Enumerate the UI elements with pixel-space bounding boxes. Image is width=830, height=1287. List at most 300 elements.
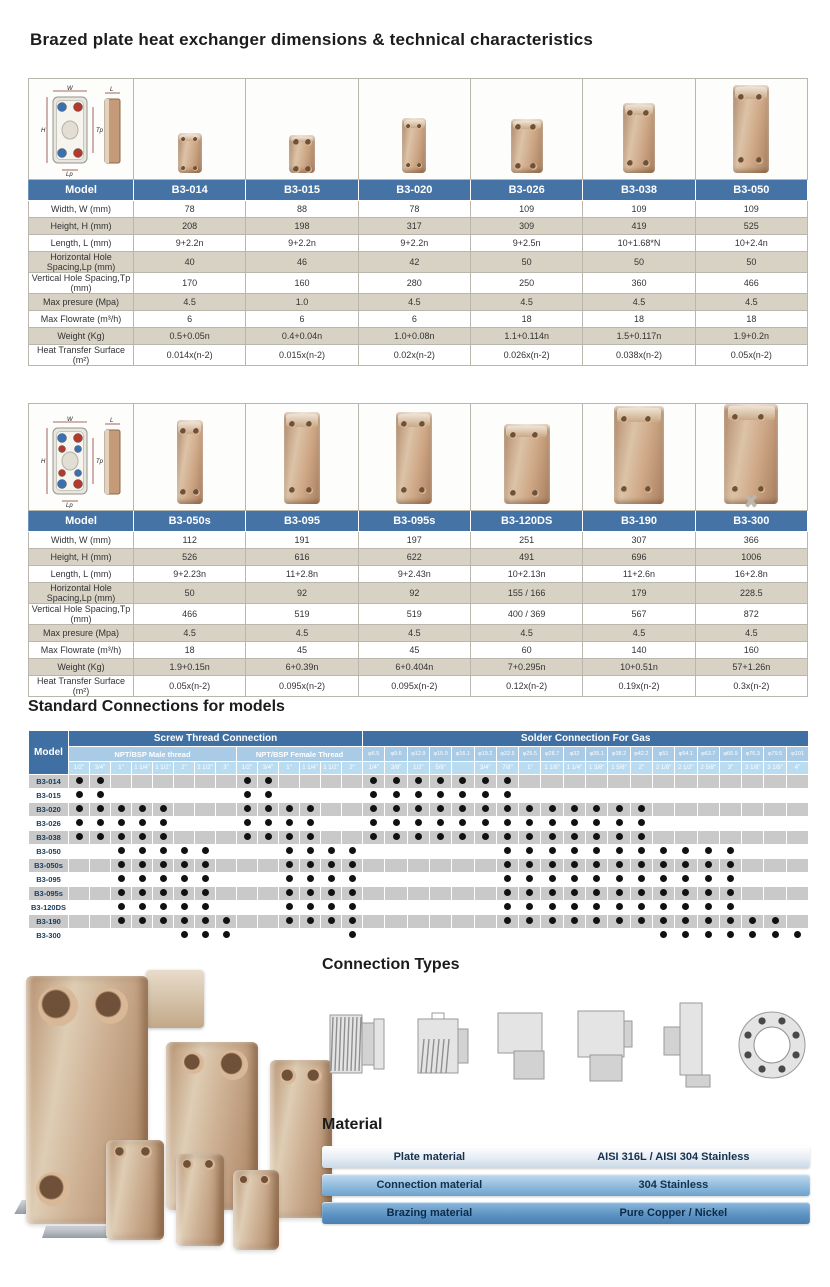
spec-value: 10+2.4n [695,235,807,252]
availability-dot [437,819,444,826]
solder-cell [608,859,630,873]
spec-value: 155 / 166 [470,583,582,604]
solder-cell [474,873,496,887]
availability-dot [549,847,556,854]
spec-value: 466 [134,604,246,625]
availability-dot [118,875,125,882]
svg-text:L: L [110,418,114,424]
availability-dot [727,861,734,868]
female-cell [342,887,363,901]
availability-dot [660,861,667,868]
solder-cell [586,873,608,887]
solder-cell [652,873,674,887]
availability-dot [482,833,489,840]
availability-dot [202,917,209,924]
female-size-label: 2" [342,762,363,775]
male-cell [69,873,90,887]
solder-cell [363,831,385,845]
spec-value: 9+2.2n [358,235,470,252]
solder-cell [541,859,563,873]
female-cell [258,775,279,789]
availability-dot [118,861,125,868]
availability-dot [244,819,251,826]
availability-dot [638,833,645,840]
port-hole [532,490,539,497]
heat-exchanger-photo [178,133,202,173]
spec-value: 4.5 [134,625,246,642]
availability-dot [244,833,251,840]
material-row-label: Brazing material [386,1207,473,1219]
female-cell [279,775,300,789]
spec-value: 250 [470,273,582,294]
availability-dot [526,819,533,826]
availability-dot [504,791,511,798]
solder-cell [452,901,474,915]
availability-dot [571,889,578,896]
solder-cell [652,887,674,901]
solder-cell [586,901,608,915]
male-cell [90,887,111,901]
availability-dot [160,805,167,812]
availability-dot [504,777,511,784]
spec-value: 0.05x(n-2) [134,676,246,697]
spec-value: 40 [134,252,246,273]
male-cell [195,789,216,803]
solder-cell [363,887,385,901]
spec-table-large-models [28,403,808,697]
solder-cell [586,803,608,817]
port-hole [180,489,187,496]
availability-dot [526,903,533,910]
spec-value: 6 [358,311,470,328]
female-cell [279,873,300,887]
solder-cell [786,915,808,929]
connection-row-model: B3-095s [29,887,69,901]
spec-row [29,583,808,604]
solder-size-label: 1" [519,762,541,775]
spec-value: 9+2.5n [470,235,582,252]
spec-row-label: Height, H (mm) [29,549,134,566]
solder-diameter-label: φ76.3 [742,747,764,762]
solder-cell [608,929,630,943]
female-cell [279,859,300,873]
solder-cell [519,873,541,887]
model-name-cell: B3-050s [134,511,246,532]
availability-dot [593,847,600,854]
solder-cell [586,915,608,929]
female-cell [237,901,258,915]
connection-row-model: B3-015 [29,789,69,803]
solder-cell [697,873,719,887]
solder-socket-large-icon [570,995,646,1099]
spec-value: 616 [246,549,358,566]
male-cell [90,789,111,803]
spec-value: 0.12x(n-2) [470,676,582,697]
availability-dot [370,819,377,826]
availability-dot [482,819,489,826]
spec-row-label: Max Flowrate (m³/h) [29,642,134,659]
spec-value: 525 [695,218,807,235]
availability-dot [571,917,578,924]
male-cell [132,789,153,803]
female-cell [237,803,258,817]
male-cell [174,915,195,929]
solder-cell [563,859,585,873]
model-name-cell: B3-050 [695,180,807,201]
spec-value: 191 [246,532,358,549]
spec-row-label: Length, L (mm) [29,235,134,252]
availability-dot [349,847,356,854]
female-cell [321,789,342,803]
male-cell [216,859,237,873]
connection-row-model: B3-095 [29,873,69,887]
port-hole [406,124,411,129]
male-cell [90,803,111,817]
spec-value: 4.5 [583,625,695,642]
port-hole [280,1068,296,1084]
male-cell [216,845,237,859]
solder-cell [519,915,541,929]
spec-value: 0.05x(n-2) [695,345,807,366]
female-cell [237,845,258,859]
port-hole [621,486,628,493]
availability-dot [160,861,167,868]
solder-cell [630,887,652,901]
solder-size-label: 3" [719,762,741,775]
solder-cell [452,859,474,873]
availability-dot [265,777,272,784]
spec-value: 0.095x(n-2) [246,676,358,697]
availability-dot [459,791,466,798]
solder-cell [742,831,764,845]
solder-cell [764,775,786,789]
male-cell [90,831,111,845]
availability-dot [160,917,167,924]
availability-dot [139,889,146,896]
male-cell [216,803,237,817]
female-cell [321,831,342,845]
solder-size-label: 1 1/8" [541,762,563,775]
availability-dot [749,917,756,924]
solder-cell [496,873,518,887]
solder-cell [407,789,429,803]
solder-cell [719,775,741,789]
connection-row-model: B3-014 [29,775,69,789]
availability-dot [328,847,335,854]
female-cell [279,789,300,803]
port-hole [758,486,765,493]
spec-row-label: Horizontal Hole Spacing,Lp (mm) [29,252,134,273]
availability-dot [139,847,146,854]
female-size-label: 1" [279,762,300,775]
port-hole [289,487,296,494]
spec-value: 360 [583,273,695,294]
solder-cell [496,817,518,831]
male-cell [90,817,111,831]
female-cell [300,873,321,887]
male-cell [90,775,111,789]
solder-cell [608,789,630,803]
port-hole [260,1175,270,1185]
solder-cell [563,803,585,817]
solder-cell [407,887,429,901]
spec-value: 4.5 [358,294,470,311]
port-hole [306,487,313,494]
spec-value: 9+2.43n [358,566,470,583]
model-header-row [29,180,808,201]
solder-cell [697,887,719,901]
solder-size-label: 3/4" [474,762,496,775]
connection-types-heading: Connection Types [322,956,460,973]
availability-dot [616,903,623,910]
solder-cell [363,789,385,803]
solder-cell [496,803,518,817]
male-size-label: 1" [111,762,132,775]
bolt-hole [146,970,155,979]
female-cell [279,929,300,943]
solder-cell [563,789,585,803]
solder-cell [742,803,764,817]
material-row-value: AISI 316L / AISI 304 Stainless [597,1151,750,1163]
availability-dot [504,847,511,854]
male-cell [174,929,195,943]
availability-dot [593,833,600,840]
availability-dot [660,889,667,896]
female-cell [258,845,279,859]
availability-dot [660,931,667,938]
port-hole [417,124,422,129]
solder-cell [719,929,741,943]
male-cell [195,873,216,887]
availability-dot [286,917,293,924]
male-size-label: 1 1/4" [132,762,153,775]
solder-cell [385,845,407,859]
solder-cell [719,887,741,901]
solder-cell [407,901,429,915]
availability-dot [415,833,422,840]
male-cell [216,929,237,943]
female-cell [237,817,258,831]
connections-sub-header [29,747,809,762]
solder-size-label: 3 1/8" [764,762,786,775]
male-cell [69,845,90,859]
solder-cell [519,803,541,817]
spec-value: 92 [246,583,358,604]
solder-cell [452,887,474,901]
availability-dot [415,777,422,784]
availability-dot [549,889,556,896]
male-cell [174,901,195,915]
male-cell [69,929,90,943]
male-cell [216,915,237,929]
model-name-cell: B3-026 [470,180,582,201]
solder-cell [764,915,786,929]
male-thread-fitting-icon [324,995,400,1099]
female-cell [237,859,258,873]
female-cell [300,915,321,929]
availability-dot [286,819,293,826]
male-cell [174,887,195,901]
photo-cell [695,404,807,511]
spec-row [29,235,808,252]
availability-dot [459,819,466,826]
availability-dot [638,847,645,854]
solder-cell [786,789,808,803]
availability-dot [307,861,314,868]
solder-cell [697,831,719,845]
solder-size-label: 7/8" [496,762,518,775]
male-cell [132,817,153,831]
solder-cell [786,901,808,915]
spec-value: 419 [583,218,695,235]
spec-value: 10+2.13n [470,566,582,583]
solder-cell [608,901,630,915]
availability-dot [638,861,645,868]
solder-cell [541,803,563,817]
availability-dot [504,889,511,896]
solder-cell [630,873,652,887]
availability-dot [682,861,689,868]
availability-dot [328,889,335,896]
spec-value: 198 [246,218,358,235]
solder-cell [563,929,585,943]
availability-dot [160,833,167,840]
spec-value: 18 [134,642,246,659]
availability-dot [638,903,645,910]
availability-dot [772,917,779,924]
port-hole [92,988,128,1024]
port-hole [140,1146,152,1158]
solder-cell [519,901,541,915]
spec-row [29,676,808,697]
port-hole [732,414,739,421]
solder-cell [630,789,652,803]
spec-value: 45 [358,642,470,659]
solder-cell [719,817,741,831]
port-hole [417,163,422,168]
availability-dot [638,805,645,812]
male-cell [69,859,90,873]
availability-dot [393,791,400,798]
solder-diameter-label: φ35.1 [586,747,608,762]
solder-cell [697,817,719,831]
availability-dot [118,819,125,826]
female-cell [342,901,363,915]
spec-value: 50 [470,252,582,273]
female-cell [258,887,279,901]
solder-cell [742,873,764,887]
female-cell [279,803,300,817]
solder-cell [586,929,608,943]
availability-dot [181,917,188,924]
solder-cell [407,873,429,887]
solder-cell [519,817,541,831]
availability-dot [593,889,600,896]
spec-value: 1.5+0.117n [583,328,695,345]
availability-dot [307,917,314,924]
port-hole [218,1050,248,1080]
port-hole [293,166,300,173]
availability-dot [393,805,400,812]
availability-dot [97,777,104,784]
male-cell [132,873,153,887]
female-cell [321,845,342,859]
port-hole [193,428,200,435]
male-cell [69,803,90,817]
spec-row-label: Length, L (mm) [29,566,134,583]
solder-cell [407,929,429,943]
male-cell [132,803,153,817]
solder-size-label: 2 5/8" [697,762,719,775]
availability-dot [349,931,356,938]
spec-row [29,642,808,659]
spec-value: 42 [358,252,470,273]
spec-value: 0.014x(n-2) [134,345,246,366]
availability-dot [593,875,600,882]
availability-dot [139,875,146,882]
availability-dot [118,889,125,896]
model-header-row [29,511,808,532]
material-row [322,1174,810,1196]
spec-value: 6+0.39n [246,659,358,676]
male-cell [195,845,216,859]
solder-cell [563,901,585,915]
solder-cell [519,929,541,943]
female-cell [342,775,363,789]
solder-cell [675,915,697,929]
solder-cell [363,845,385,859]
spec-value: 45 [246,642,358,659]
availability-dot [286,889,293,896]
availability-dot [459,777,466,784]
heat-exchanger-photo [623,103,655,173]
female-cell [258,915,279,929]
port-hole [114,1146,126,1158]
female-size-label: 3/4" [258,762,279,775]
availability-dot [616,889,623,896]
flange-plate [146,970,204,1028]
solder-cell [407,845,429,859]
spec-value: 109 [583,201,695,218]
solder-size-label: 4" [786,762,808,775]
availability-dot [616,833,623,840]
availability-dot [181,931,188,938]
spec-value: 400 / 369 [470,604,582,625]
availability-dot [160,889,167,896]
availability-dot [328,861,335,868]
availability-dot [772,931,779,938]
solder-cell [519,859,541,873]
availability-dot [526,833,533,840]
solder-cell [586,817,608,831]
solder-cell [697,859,719,873]
model-column-header: Model [29,731,69,775]
male-cell [111,845,132,859]
availability-dot [97,791,104,798]
male-cell [195,901,216,915]
solder-cell [541,873,563,887]
port-hole [621,416,628,423]
spec-value: 18 [583,311,695,328]
solder-cell [519,789,541,803]
female-cell [279,817,300,831]
port-hole [193,489,200,496]
availability-dot [181,903,188,910]
female-cell [321,803,342,817]
solder-cell [474,859,496,873]
connection-type-illustrations [324,992,810,1102]
material-row-label: Plate material [393,1151,466,1163]
